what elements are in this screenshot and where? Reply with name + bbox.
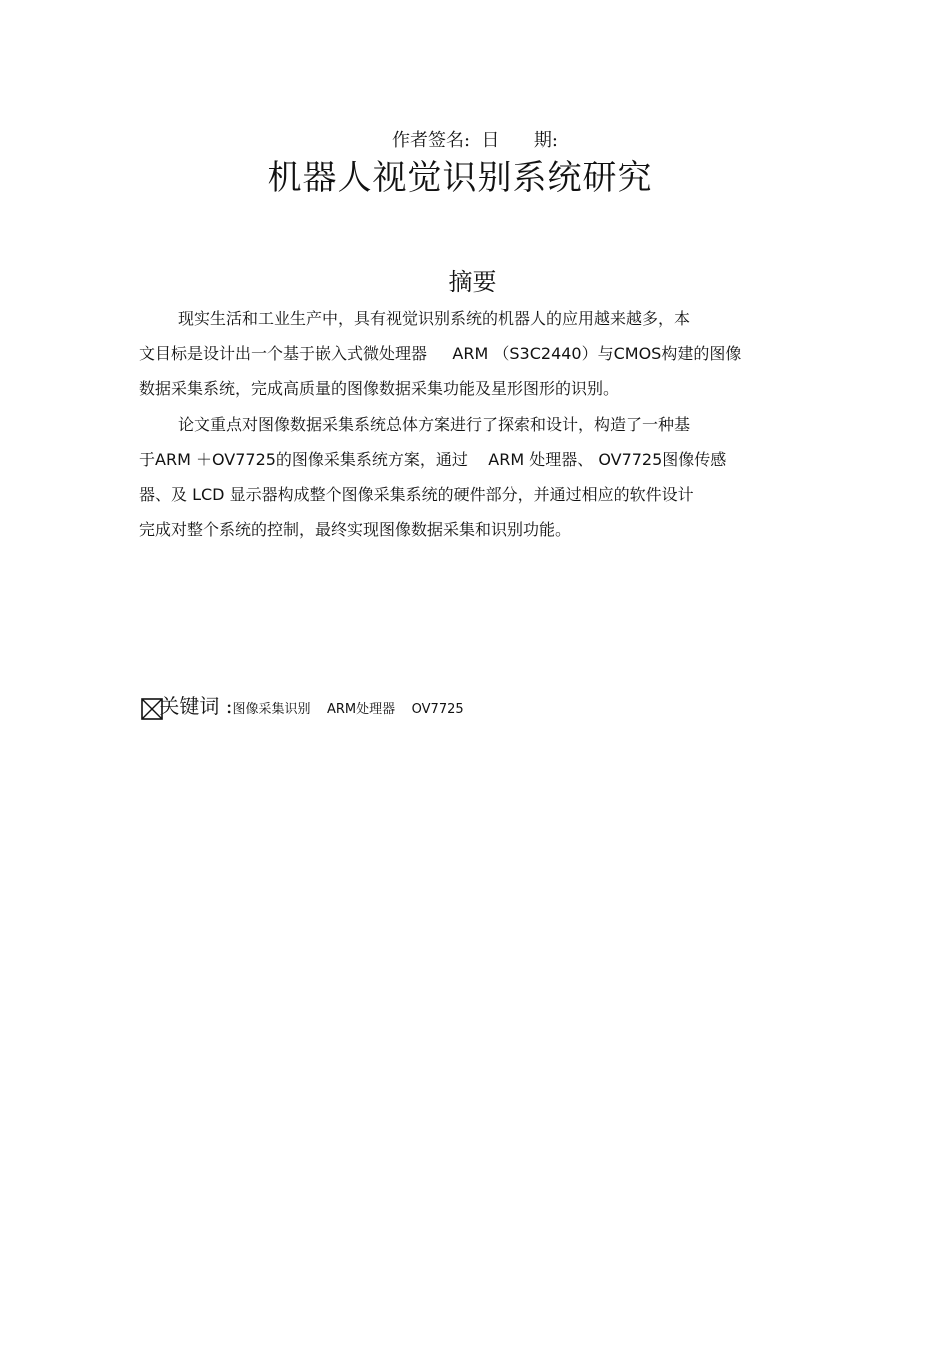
paragraph-line: 文目标是设计出一个基于嵌入式微处理器 ARM （S3C2440）与CMOS构建的图像 <box>139 344 742 363</box>
paragraph-line: 完成对整个系统的控制，最终实现图像数据采集和识别功能。 <box>139 520 572 539</box>
paragraph-line: 数据采集系统，完成高质量的图像数据采集功能及星形图形的识别。 <box>139 379 620 398</box>
crossed-box-icon <box>141 698 163 720</box>
keywords-label: 关键词 : <box>159 694 233 718</box>
paragraph-line: 器、及 LCD 显示器构成整个图像采集系统的硬件部分，并通过相应的软件设计 <box>139 485 694 504</box>
paragraph-line: 现实生活和工业生产中，具有视觉识别系统的机器人的应用越来越多，本 <box>178 309 691 328</box>
document-title: 机器人视觉识别系统研究 <box>267 158 653 198</box>
author-signature-line: 作者签名: 日 期: <box>392 130 558 151</box>
paragraph-line: 论文重点对图像数据采集系统总体方案进行了探索和设计，构造了一种基 <box>178 415 691 434</box>
keywords-line <box>139 671 464 738</box>
abstract-heading: 摘要 <box>448 268 497 296</box>
paragraph-line: 于ARM ＋OV7725的图像采集系统方案，通过 ARM 处理器、 OV7725图像传感 <box>139 450 727 469</box>
keywords-values: 图像采集识别 ARM处理器 OV7725 <box>232 702 464 717</box>
